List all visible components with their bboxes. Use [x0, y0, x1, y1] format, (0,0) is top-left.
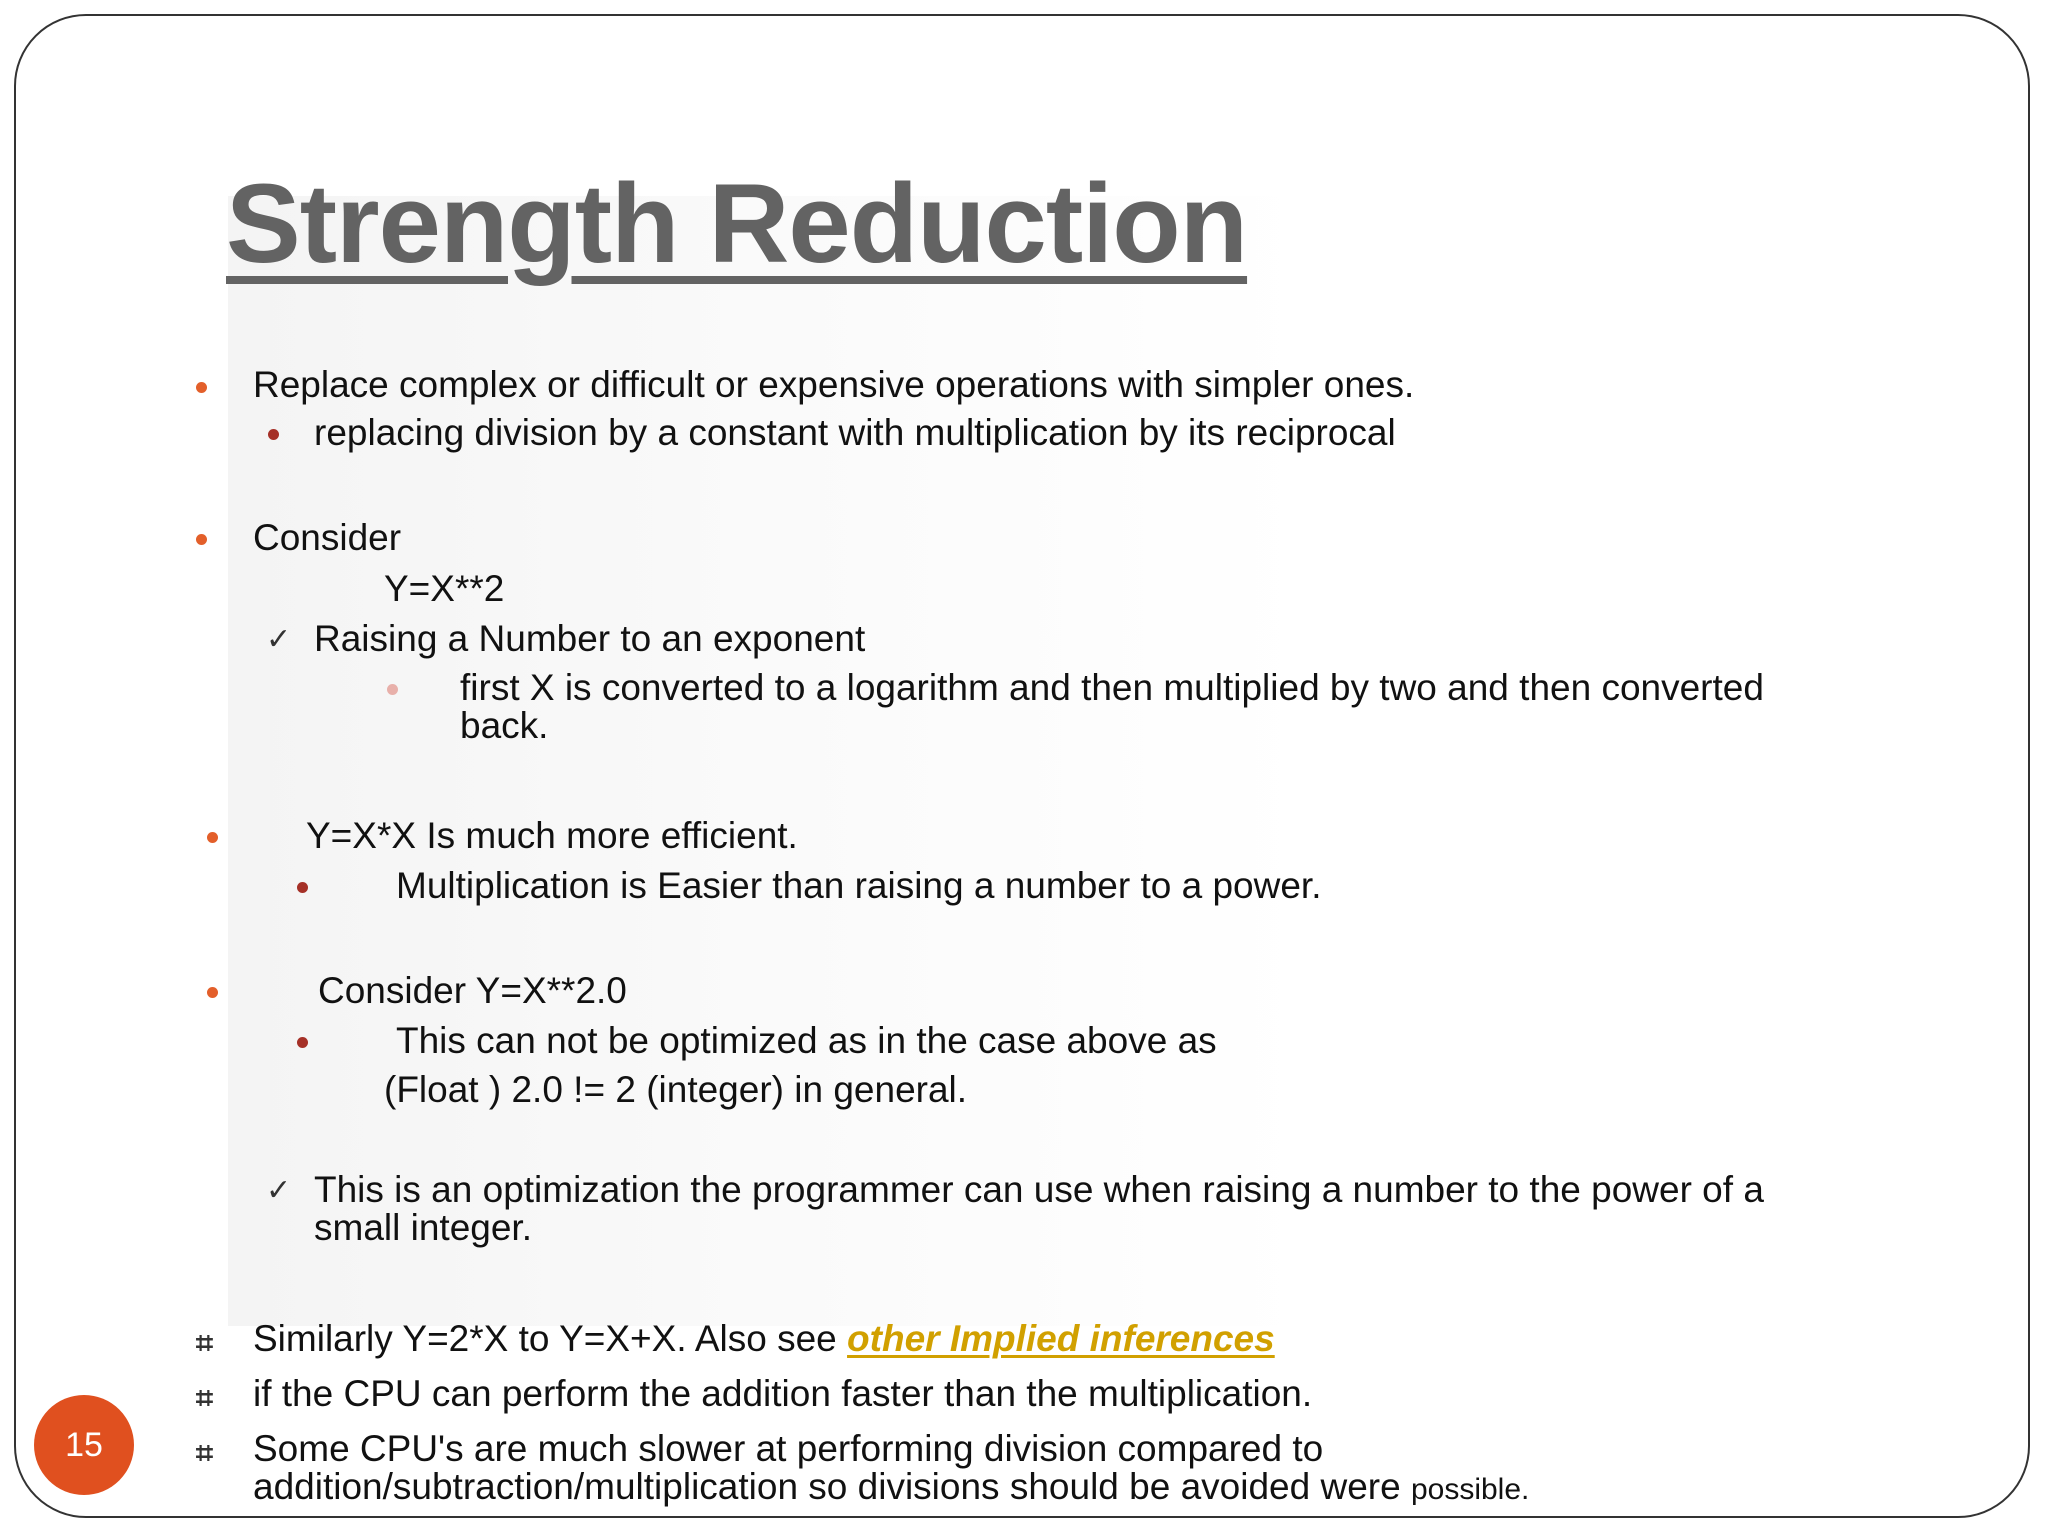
detail-text-line2: back.	[460, 705, 549, 746]
sub-bullet-text: This can not be optimized as in the case above as	[396, 1020, 1217, 1061]
sub-bullet-icon	[297, 1037, 308, 1048]
check-item-text-line1: This is an optimization the programmer can use when raising a number to the power of a	[314, 1169, 1764, 1210]
checkmark-icon: ✓	[266, 623, 292, 656]
sub-bullet-icon	[268, 429, 279, 440]
bullet-text: Replace complex or difficult or expensive operations with simpler ones.	[253, 364, 1415, 405]
hash-item-text-line2	[253, 1468, 1529, 1509]
hash-bullet-icon: ⌗	[196, 1437, 213, 1470]
sub-bullet-icon	[297, 882, 308, 893]
check-item-text: Raising a Number to an exponent	[314, 618, 866, 659]
hash-bullet-icon: ⌗	[196, 1327, 213, 1360]
implied-inferences-link[interactable]: other Implied inferences	[847, 1318, 1275, 1359]
bullet-text: Consider	[253, 517, 402, 558]
check-item-text-line2: small integer.	[314, 1207, 532, 1248]
hash-item-text: if the CPU can perform the addition faster than the multiplication.	[253, 1373, 1313, 1414]
bullet-icon	[207, 987, 218, 998]
bullet-icon	[196, 534, 207, 545]
bullet-icon	[207, 832, 218, 843]
bullet-text: Consider Y=X**2.0	[318, 970, 627, 1011]
hash-item-text-part: addition/subtraction/multiplication so divisions should be avoided were	[253, 1466, 1411, 1507]
hash-bullet-icon: ⌗	[196, 1382, 213, 1415]
sub-bullet-text-line2: (Float ) 2.0 != 2 (integer) in general.	[384, 1069, 968, 1110]
detail-text-line1: first X is converted to a logarithm and then multiplied by two and then converted	[460, 667, 1764, 708]
checkmark-icon: ✓	[266, 1174, 292, 1207]
hash-item-text-part: Similarly Y=2*X to Y=X+X. Also see	[253, 1318, 848, 1359]
bullet-text: Y=X*X Is much more efficient.	[306, 815, 798, 856]
sub-sub-bullet-icon	[387, 684, 398, 695]
sub-bullet-text: Multiplication is Easier than raising a number to a power.	[396, 865, 1322, 906]
bullet-icon	[196, 382, 207, 393]
code-text: Y=X**2	[384, 568, 505, 609]
hash-item-text	[253, 1320, 1275, 1358]
slide-title: Strength Reduction	[226, 161, 1248, 286]
page-number-badge: 15	[34, 1395, 134, 1495]
sub-bullet-text: replacing division by a constant with multiplication by its reciprocal	[314, 412, 1396, 453]
hash-item-text-line1: Some CPU's are much slower at performing division compared to	[253, 1428, 1324, 1469]
hash-item-small-text: possible.	[1410, 1473, 1530, 1506]
